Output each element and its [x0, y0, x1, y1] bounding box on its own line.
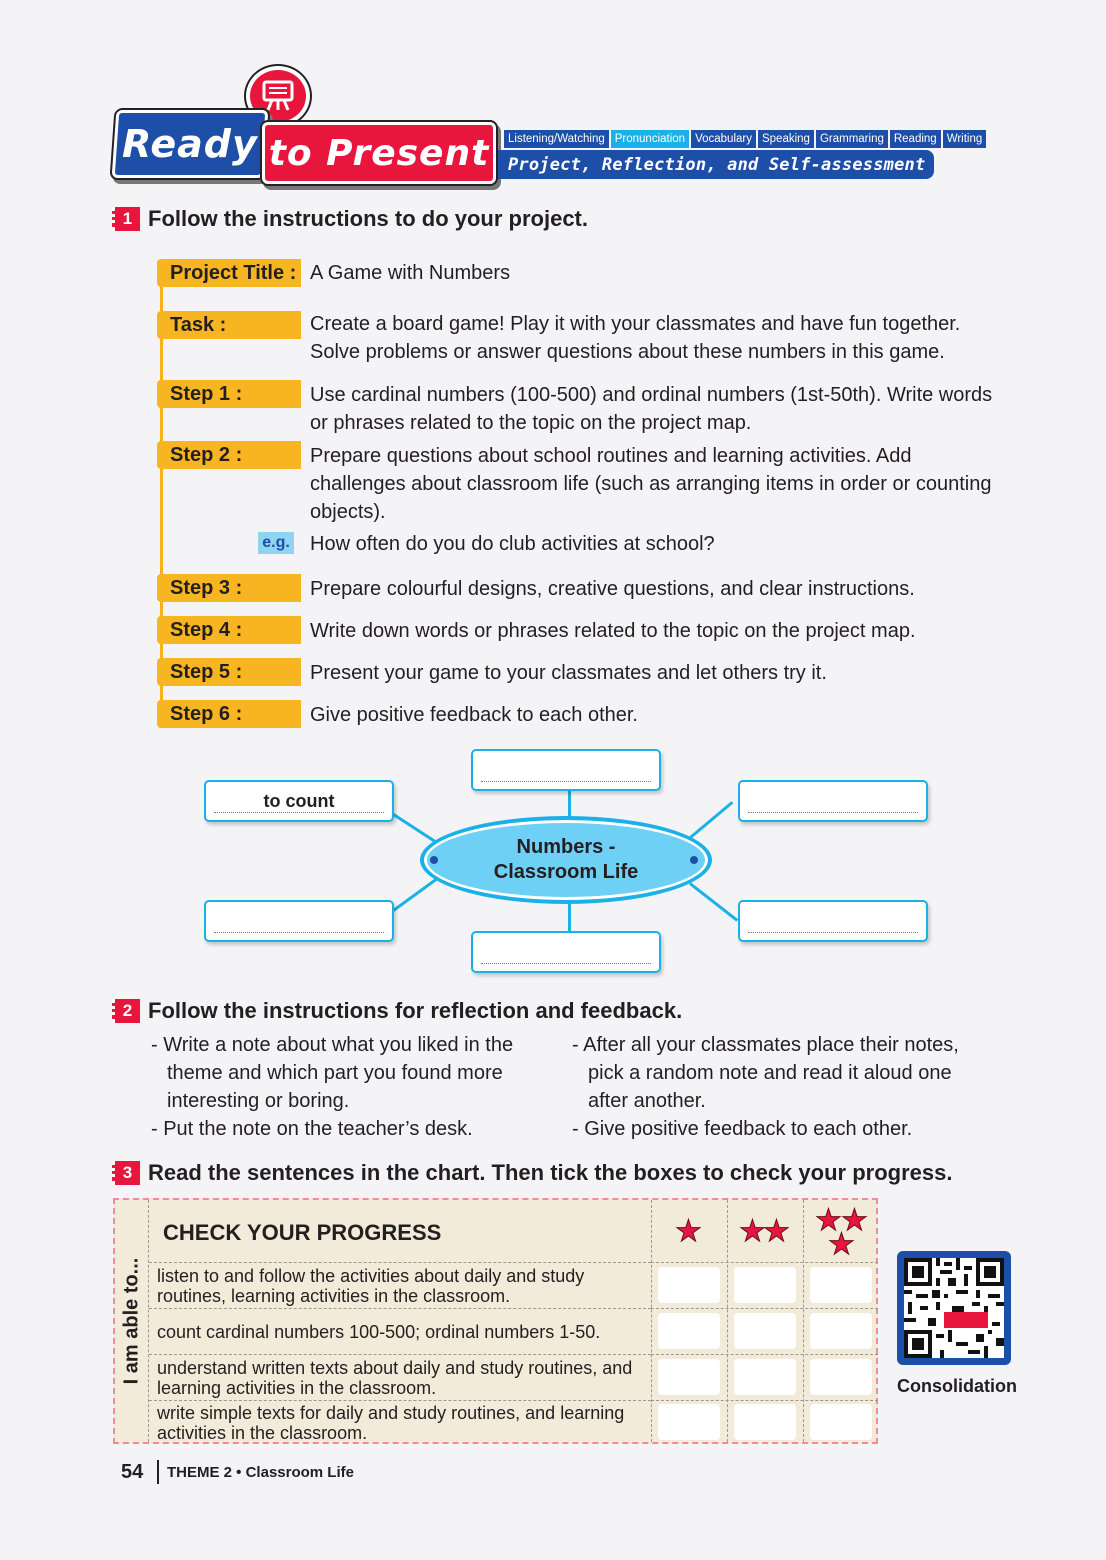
skills-bar — [504, 130, 986, 148]
section-3-heading — [112, 1160, 952, 1186]
qr-label: Consolidation — [897, 1376, 1017, 1396]
progress-row: write simple texts for daily and study routines, and learning activities in the classroom. — [149, 1400, 651, 1444]
footer-divider — [157, 1460, 159, 1484]
tick-box[interactable] — [658, 1313, 720, 1349]
row-divider — [651, 1354, 878, 1355]
page-number: 54 — [121, 1461, 144, 1483]
mindmap-box-top[interactable] — [471, 749, 661, 791]
mindmap-dot — [690, 856, 698, 864]
star-icon: ★ — [828, 1228, 855, 1261]
project-title-value: A Game with Numbers — [310, 262, 511, 284]
tick-box[interactable] — [810, 1313, 872, 1349]
skill-tag: Speaking — [758, 130, 814, 148]
list-item: - Write a note about what you liked in the theme and which part you found more interesting or boring. — [151, 1034, 514, 1112]
section-number: 1 — [112, 207, 140, 231]
tick-box[interactable] — [810, 1404, 872, 1440]
write-line — [748, 812, 918, 813]
step-1-tag: Step 1 : — [157, 380, 301, 408]
tick-box[interactable] — [734, 1267, 796, 1303]
reflection-list-right — [572, 1031, 982, 1143]
progress-row: count cardinal numbers 100-500; ordinal numbers 1-50. — [149, 1308, 651, 1354]
example-text: How often do you do club activities at school? — [310, 533, 715, 555]
section-number: 2 — [112, 999, 140, 1023]
section-1-heading — [112, 206, 588, 232]
progress-row: understand written texts about daily and study routines, and learning activities in the classroom. — [149, 1354, 651, 1400]
star-icon: ★ — [675, 1215, 702, 1248]
column-divider — [803, 1200, 804, 1442]
qr-pattern — [904, 1258, 1004, 1358]
mindmap-connector — [687, 801, 733, 841]
step-2-tag: Step 2 : — [157, 441, 301, 469]
list-item: - After all your classmates place their notes, pick a random note and read it aloud one after another. — [572, 1034, 959, 1112]
step-2-text: Prepare questions about school routines and learning activities. Add challenges about classroom life (such as arranging items in order or counting objects). — [310, 445, 992, 523]
progress-table-title: CHECK YOUR PROGRESS — [163, 1220, 442, 1245]
section-title: Read the sentences in the chart. Then tick the boxes to check your progress. — [148, 1160, 953, 1185]
skill-tag: Writing — [943, 130, 987, 148]
list-item: - Give positive feedback to each other. — [572, 1118, 913, 1140]
present-text: to Present — [268, 132, 490, 174]
skill-tag: Vocabulary — [691, 130, 756, 148]
section-title: Follow the instructions for reflection and feedback. — [148, 998, 683, 1023]
section-title: Follow the instructions to do your project. — [148, 206, 588, 231]
write-line — [481, 963, 651, 964]
skill-tag: Listening/Watching — [504, 130, 609, 148]
section-number: 3 — [112, 1161, 140, 1185]
qr-code[interactable] — [897, 1251, 1011, 1365]
side-label-text: I am able to... — [120, 1257, 142, 1385]
star-icon: ★ — [841, 1204, 868, 1237]
step-3-text: Prepare colourful designs, creative questions, and clear instructions. — [310, 578, 915, 600]
column-divider — [651, 1200, 652, 1442]
mindmap-dot — [430, 856, 438, 864]
step-1-text: Use cardinal numbers (100-500) and ordinal numbers (1st-50th). Write words or phrases related to the topic on the project map. — [310, 384, 993, 434]
step-6-tag: Step 6 : — [157, 700, 301, 728]
step-4-tag: Step 4 : — [157, 616, 301, 644]
ready-banner — [112, 110, 269, 178]
write-line — [214, 812, 384, 813]
mindmap-box-top-right[interactable] — [738, 780, 928, 822]
tick-box[interactable] — [734, 1404, 796, 1440]
mindmap-connector — [568, 788, 571, 818]
column-divider — [727, 1200, 728, 1442]
mindmap-center — [420, 816, 712, 904]
tick-box[interactable] — [734, 1359, 796, 1395]
example-badge: e.g. — [258, 532, 294, 554]
mindmap-box-label: to count — [263, 791, 335, 811]
write-line — [748, 932, 918, 933]
mindmap-box-bottom[interactable] — [471, 931, 661, 973]
footer-theme: THEME 2 • Classroom Life — [167, 1464, 354, 1481]
mindmap-connector — [391, 877, 438, 912]
ready-text: Ready — [122, 122, 258, 166]
mindmap-connector — [391, 812, 440, 845]
progress-side-label — [115, 1200, 149, 1442]
list-item: - Put the note on the teacher’s desk. — [151, 1118, 473, 1140]
step-3-tag: Step 3 : — [157, 574, 301, 602]
tick-box[interactable] — [810, 1267, 872, 1303]
skill-tag-active: Pronunciation — [611, 130, 689, 148]
reflection-list-left — [151, 1031, 541, 1143]
star-icon: ★ — [763, 1215, 790, 1248]
present-banner — [262, 122, 496, 184]
skill-tag: Reading — [890, 130, 941, 148]
task-tag: Task : — [157, 311, 301, 339]
mindmap-box-bottom-left[interactable] — [204, 900, 394, 942]
write-line — [481, 781, 651, 782]
write-line — [214, 932, 384, 933]
project-title-tag: Project Title : — [157, 259, 301, 287]
skill-tag: Grammaring — [816, 130, 888, 148]
task-text: Create a board game! Play it with your classmates and have fun together. Solve problems or answer questions about these numbers in this game. — [310, 313, 961, 363]
section-2-heading — [112, 998, 682, 1024]
row-divider — [651, 1400, 878, 1401]
tick-box[interactable] — [658, 1404, 720, 1440]
progress-row: listen to and follow the activities about daily and study routines, learning activities in the classroom. — [149, 1262, 651, 1308]
tick-box[interactable] — [658, 1359, 720, 1395]
step-6-text: Give positive feedback to each other. — [310, 704, 638, 726]
mindmap-connector — [689, 882, 738, 921]
star-icon: ★ — [815, 1204, 842, 1237]
row-divider — [651, 1262, 878, 1263]
mindmap-center-text: Numbers - Classroom Life — [493, 836, 639, 883]
mindmap-box-bottom-right[interactable] — [738, 900, 928, 942]
tick-box[interactable] — [658, 1267, 720, 1303]
step-5-text: Present your game to your classmates and let others try it. — [310, 662, 827, 684]
progress-table — [113, 1198, 878, 1444]
mindmap-box-to-count[interactable] — [204, 780, 394, 822]
step-5-tag: Step 5 : — [157, 658, 301, 686]
header-subtitle: Project, Reflection, and Self-assessment — [498, 150, 934, 179]
star-icon: ★ — [739, 1215, 766, 1248]
tick-box[interactable] — [810, 1359, 872, 1395]
tick-box[interactable] — [734, 1313, 796, 1349]
mindmap-connector — [568, 902, 571, 932]
row-divider — [651, 1308, 878, 1309]
step-4-text: Write down words or phrases related to the topic on the project map. — [310, 620, 916, 642]
